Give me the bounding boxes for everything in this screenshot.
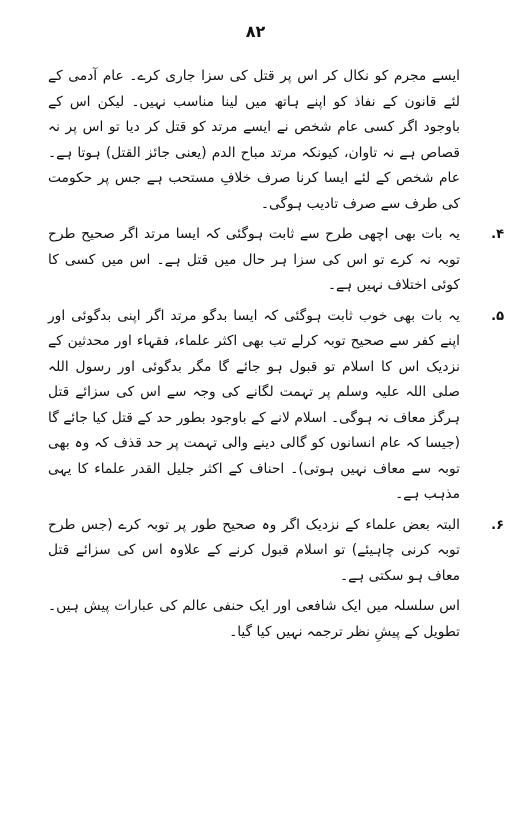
item-text: یہ بات بھی اچھی طرح سے ثابت ہوگئی کہ ایسا مرتد اگر صحیح طرح توبہ نہ کرے تو اس کی سزا ہر حال میں قتل ہے۔ اس میں کسی کا کوئی اختلاف نہیں ہے۔ (48, 226, 460, 293)
item-number: ۴. (491, 227, 504, 242)
page-number: ۸۲ (245, 22, 266, 41)
paragraph-text: اس سلسلہ میں ایک شافعی اور ایک حنفی عالم کی عبارات پیش ہیں۔ تطویل کے پیشِ نظر ترجمہ نہیں کیا گیا۔ (48, 598, 460, 640)
item-number: ۶. (491, 517, 504, 533)
numbered-item-5 (48, 304, 504, 508)
paragraph-intro (48, 64, 460, 217)
item-text: البتہ بعض علماء کے نزدیک اگر وہ صحیح طور پر توبہ کرے (جس طرح توبہ کرنی چاہیئے) تو اسلام قبول کرنے کے علاوہ اس کی سزائے قتل معاف ہو سکتی ہے۔ (48, 516, 460, 584)
paragraph-text: ایسے مجرم کو نکال کر اس پر قتل کی سزا جاری کرے۔ عام آدمی کے لئے قانون کے نفاذ کو اپنے ہاتھ میں لینا مناسب نہیں۔ لیکن اس کے باوجود اگر کسی عام شخص نے ایسے مرتد کو قتل کر دیا تو اس پر نہ قصاص ہے نہ تاوان، کیونکہ مرتد مباح الدم (یعنی جائز القتل) ہوتا ہے۔ عام شخص کے لئے ایسا کرنا صرف خلافِ مستحب ہے جس پر حکومت کی طرف سے صرف تادیب ہوگی۔ (48, 68, 460, 212)
item-text: یہ بات بھی خوب ثابت ہوگئی کہ ایسا بدگو مرتد اگر اپنی بدگوئی اور اپنے کفر سے صحیح توبہ کرلے تب بھی اکثر علماء، فقہاء اور محدثین کے نزدیک اس کا اسلام تو قبول ہو جائے گا مگر بدگوئی اور رسول اللہ صلی اللہ علیہ وسلم پر تہمت لگانے کی وجہ سے اس کی سزائے قتل ہرگز معاف نہ ہوگی۔ اسلام لانے کے باوجود بطور حد کے قتل کیا جائے گا (جیسا کہ عام انسانوں کو گالی دینے والی تہمت پر حد قذف کہ وہ بھی توبہ سے معاف نہیں ہوتی)۔ احناف کے اکثر جلیل القدر علماء کا یہی مذہب ہے۔ (48, 307, 460, 502)
item-number: ۵. (491, 308, 504, 324)
numbered-item-6 (48, 513, 504, 590)
paragraph-closing (48, 594, 460, 645)
body-text (48, 64, 504, 645)
numbered-item-4 (48, 222, 504, 299)
